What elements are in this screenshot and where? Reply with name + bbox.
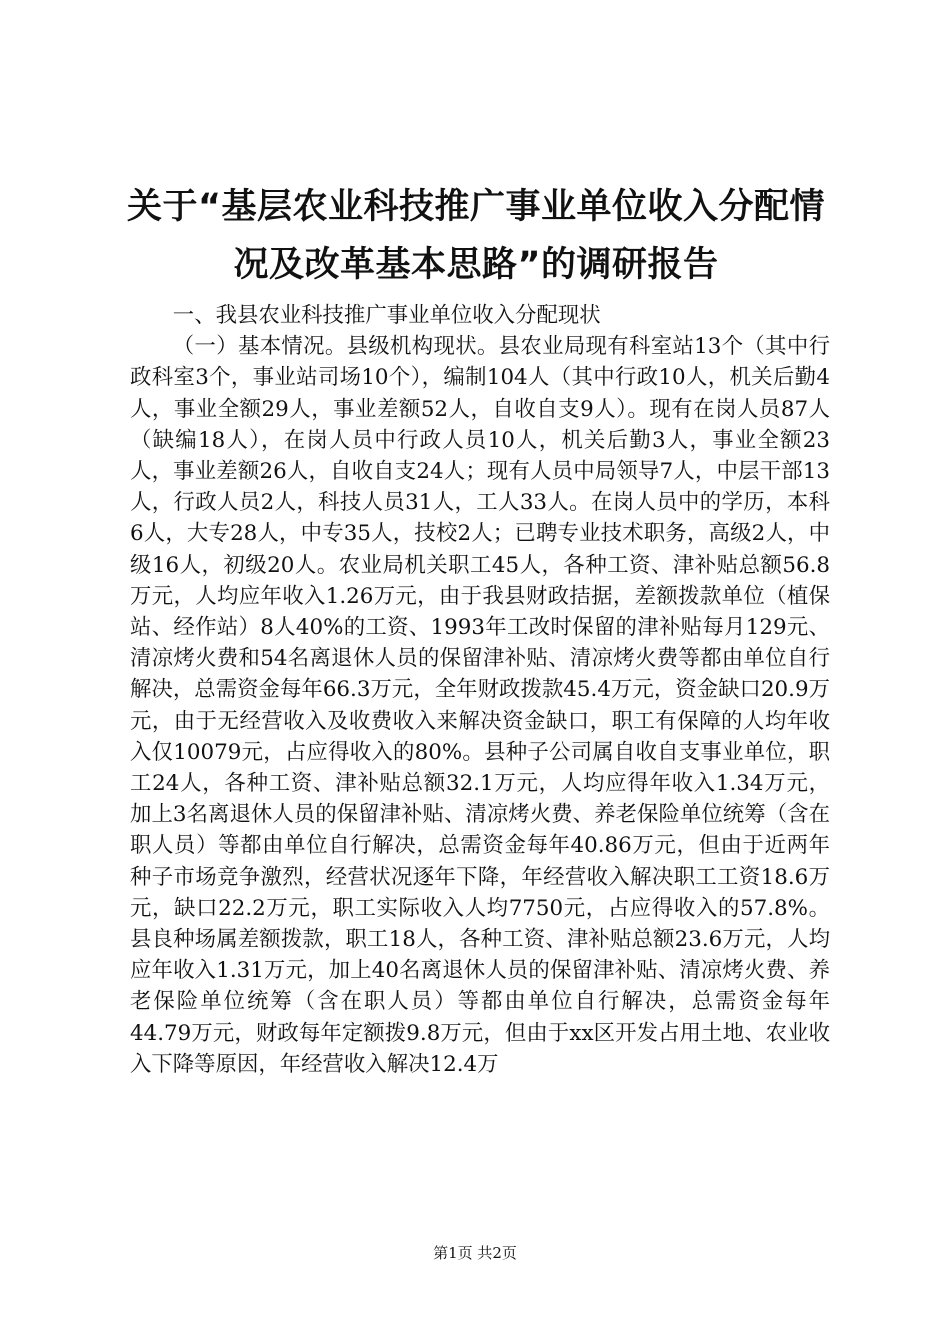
document-title: 关于“基层农业科技推广事业单位收入分配情况及改革基本思路”的调研报告 — [126, 187, 825, 285]
body-paragraph: （一）基本情况。县级机构现状。县农业局现有科室站13个（其中行政科室3个，事业站司场10个），编制104人（其中行政10人，机关后勤4人，事业全额29人，事业差额52人，自收自支9人）。现有在岗人员87人（缺编18人），在岗人员中行政人员10人，机关后勤3人，事业全额23人，事业差额26人，自收自支24人；现有人员中局领导7人，中层干部13人，行政人员2人，科技人员31人，工人33人。在岗人员中的学历，本科6人，大专28人，中专35人，技校2人；已聘专业技术职务，高级2人，中级16人，初级20人。农业局机关职工45人，各种工资、津补贴总额56.8万元，人均应年收入1.26万元，由于我县财政拮据，差额拨款单位（植保站、经作站）8人40%的工资、1993年工改时保留的津补贴每月129元、清凉烤火费和54名离退休人员的保留津补贴、清凉烤火费等都由单位自行解决，总需资金每年66.3万元，全年财政拨款45.4万元，资金缺口20.9万元，由于无经营收入及收费收入来解决资金缺口，职工有保障的人均年收入仅10079元，占应得收入的80%。县种子公司属自收自支事业单位，职工24人，各种工资、津补贴总额32.1万元，人均应得年收入1.34万元，加上3名离退休人员的保留津补贴、清凉烤火费、养老保险单位统筹（含在职人员）等都由单位自行解决，总需资金每年40.86万元，但由于近两年种子市场竞争激烈，经营状况逐年下降，年经营收入解决职工工资18.6万元，缺口22.2万元，职工实际收入人均7750元，占应得收入的57.8%。县良种场属差额拨款，职工18人，各种工资、津补贴总额23.6万元，人均应年收入1.31万元，加上40名离退休人员的保留津补贴、清凉烤火费、养老保险单位统筹（含在职人员）等都由单位自行解决，总需资金每年44.79万元，财政每年定额拨9.8万元，但由于xx区开发占用土地、农业收入下降等原因，年经营收入解决12.4万 — [130, 334, 830, 1077]
section-heading: 一、我县农业科技推广事业单位收入分配现状 — [172, 303, 601, 328]
page-footer: 第1页 共2页 — [433, 1244, 517, 1262]
document-body — [130, 300, 830, 1080]
